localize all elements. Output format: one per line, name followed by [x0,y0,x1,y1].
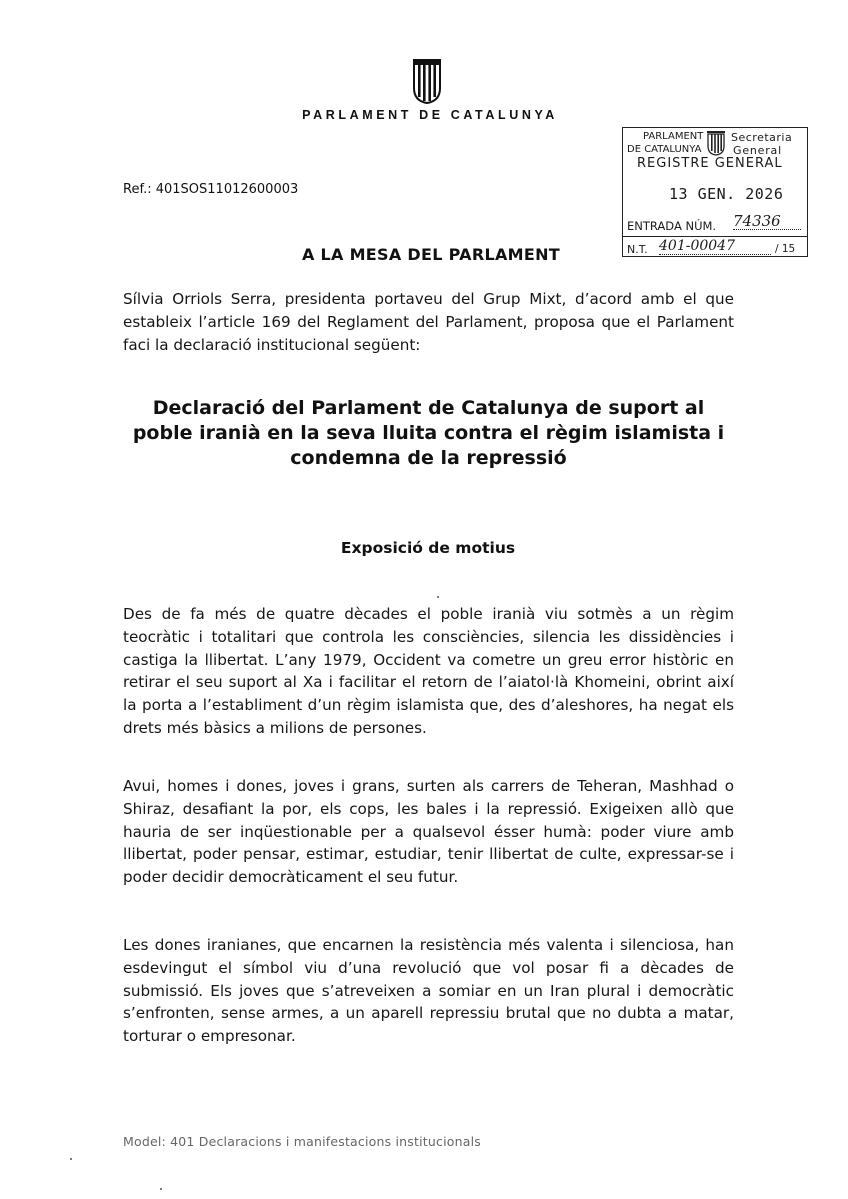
addressee-heading: A LA MESA DEL PARLAMENT [301,245,560,264]
stamp-registry-title: REGISTRE GENERAL [637,156,783,171]
stamp-secretaria: Secretaria [731,131,793,144]
registry-stamp [622,127,808,257]
stamp-entry-dotted-line [733,229,801,230]
scan-speck [70,1158,72,1160]
body-paragraph: Des de fa més de quatre dècades el poble iranià viu sotmès a un règim teocràtic i totalitari que controla les consciències, silencia les dissidències i castiga la llibertat. L’any 1979, Occident va cometre un greu error històric en retirar el seu suport al Xa i facilitar el retorn de l’aiatol·là Khomeini, obrint així la porta a l’establiment d’un règim islamista que, des d’aleshores, ha negat els drets més bàsics a milions de persones. [123,605,734,737]
stamp-emblem-icon [705,130,727,156]
stamp-divider [623,236,807,237]
body-paragraph: Avui, homes i dones, joves i grans, surten als carrers de Teheran, Mashhad o Shiraz, desafiant la por, els cops, les bales i la repressió. Exigeixen allò que hauria de ser inqüestionable per a qualsevol ésser humà: poder viure amb llibertat, poder pensar, estimar, estudiar, tenir llibertat de culte, expressar-se i poder decidir democràticament el seu futur. [123,777,734,887]
scan-speck [160,1188,162,1190]
stamp-nt-suffix: / 15 [775,243,796,255]
parliament-name: PARLAMENT DE CATALUNYA [302,108,558,122]
stamp-parliament-line1: PARLAMENT [643,131,704,142]
reference-number: Ref.: 401SOS11012600003 [123,182,299,197]
declaration-title: Declaració del Parlament de Catalunya de suport al poble iranià en la seva lluita contra el règim islamista i condemna de la repressió [132,397,725,469]
stamp-entry-number: 74336 [733,212,781,230]
body-paragraph: Les dones iranianes, que encarnen la resistència més valenta i silenciosa, han esdevingut el símbol viu d’una revolució que vol posar fi a dècades de submissió. Els joves que s’atreveixen a somiar en un Iran plural i democràtic s’enfronten, sense armes, a un aparell repressiu brutal que no dubta a matar, torturar o empresonar. [123,936,734,1046]
stamp-nt-dotted-line [659,254,771,255]
scan-speck [437,596,439,598]
stamp-date: 13 GEN. 2026 [669,185,784,203]
stamp-nt-label: N.T. [627,243,648,256]
stamp-nt-number: 401-00047 [659,238,735,254]
document-footer: Model: 401 Declaracions i manifestacions institucionals [123,1134,481,1149]
stamp-entry-label: ENTRADA NÚM. [627,219,717,233]
section-title: Exposició de motius [340,539,516,557]
intro-paragraph: Sílvia Orriols Serra, presidenta portaveu del Grup Mixt, d’acord amb el que estableix l’article 169 del Reglament del Parlament, proposa que el Parlament faci la declaració institucional següent: [123,290,734,354]
stamp-parliament-line2: DE CATALUNYA [627,144,702,155]
catalan-parliament-emblem-icon [412,58,442,104]
stamp-general: General [733,144,782,157]
